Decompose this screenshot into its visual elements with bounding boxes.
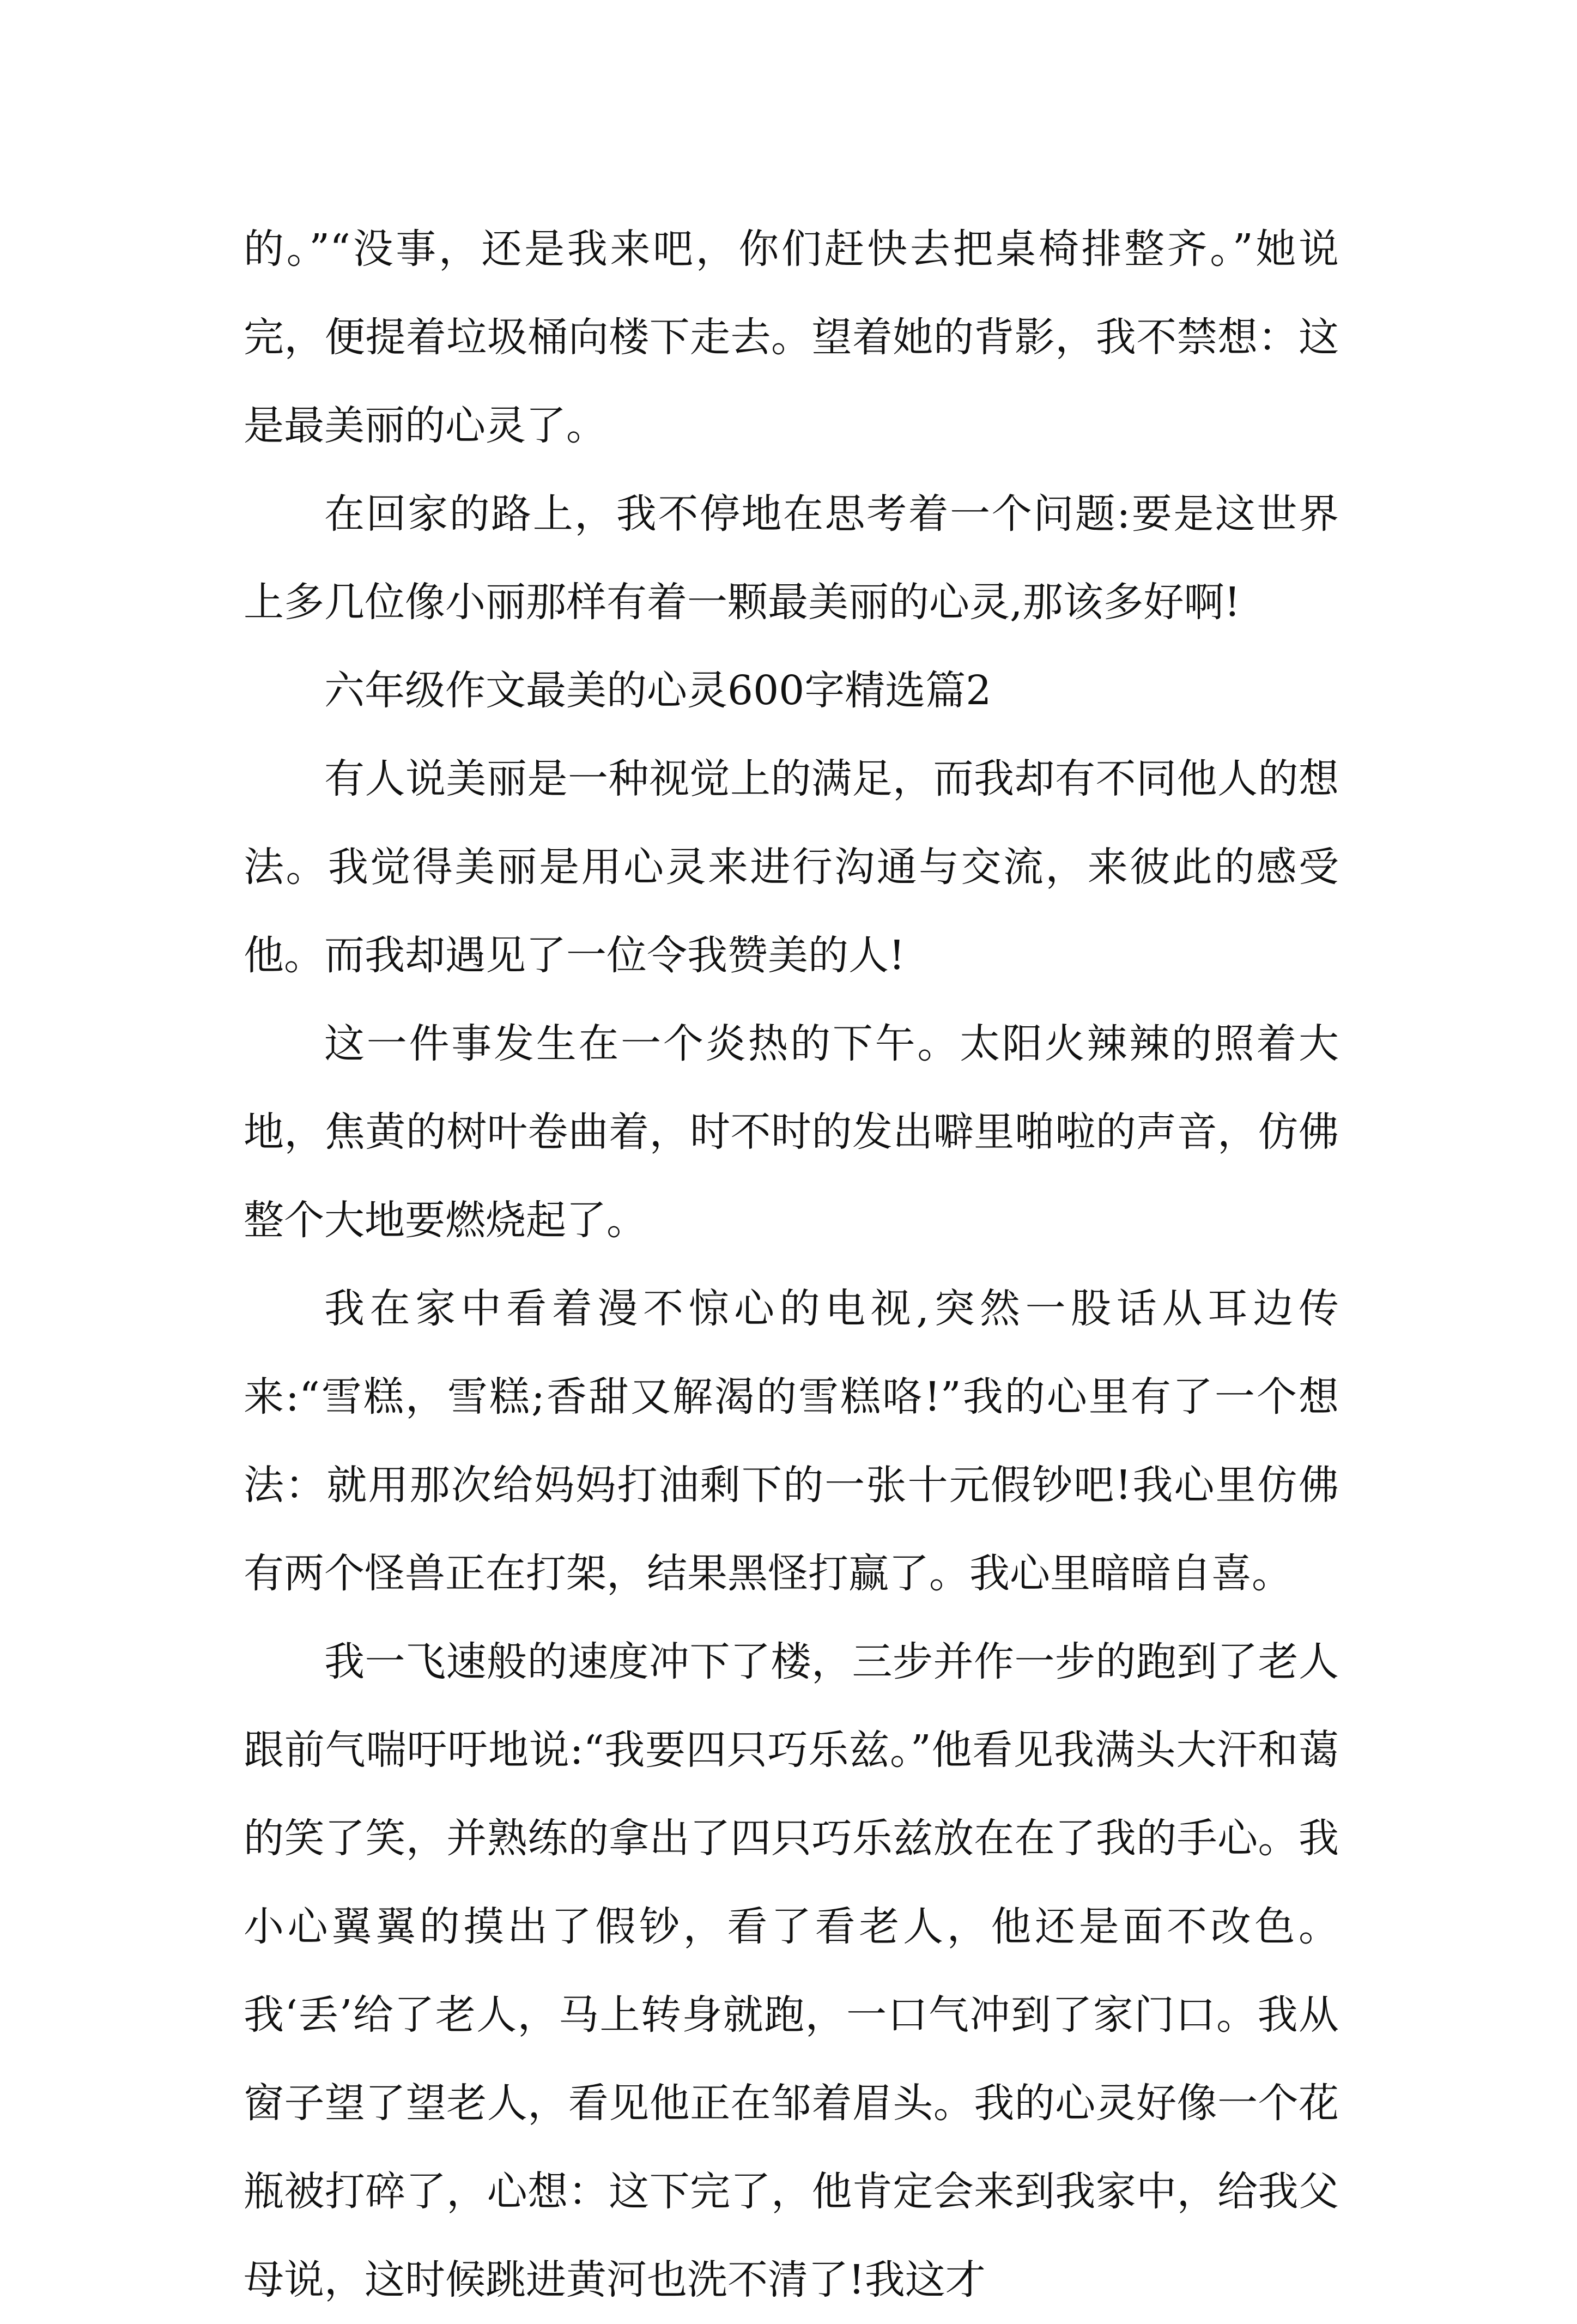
paragraph: 在回家的路上，我不停地在思考着一个问题:要是这世界上多几位像小丽那样有着一颗最美丽的心灵,那该多好啊! [244,491,1339,626]
paragraph: 有人说美丽是一种视觉上的满足，而我却有不同他人的想法。我觉得美丽是用心灵来进行沟通与交流，来彼此的感受他。而我却遇见了一位令我赞美的人! [244,755,1339,979]
section-heading: 六年级作文最美的心灵600字精选篇2 [324,667,992,714]
paragraph: 我一飞速般的速度冲下了楼，三步并作一步的跑到了老人跟前气喘吁吁地说:“我要四只巧乐兹。”他看见我满头大汗和蔼的笑了笑，并熟练的拿出了四只巧乐兹放在在了我的手心。我小心翼翼的摸出了假钞，看了看老人，他还是面不改色。我‘丢’给了老人，马上转身就跑，一口气冲到了家门口。我从窗子望了望老人，看见他正在邹着眉头。我的心灵好像一个花瓶被打碎了，心想：这下完了，他肯定会来到我家中，给我父母说，这时候跳进黄河也洗不清了!我这才 [244,1638,1339,2303]
document-body [244,205,1339,2324]
paragraph: 我在家中看着漫不惊心的电视,突然一股话从耳边传来:“雪糕，雪糕;香甜又解渴的雪糕咯!”我的心里有了一个想法：就用那次给妈妈打油剩下的一张十元假钞吧!我心里仿佛有两个怪兽正在打架，结果黑怪打赢了。我心里暗暗自喜。 [244,1285,1339,1597]
paragraph-continued: 的。”“没事，还是我来吧，你们赶快去把桌椅排整齐。”她说完，便提着垃圾桶向楼下走去。望着她的背影，我不禁想：这是最美丽的心灵了。 [244,226,1339,449]
paragraph: 这一件事发生在一个炎热的下午。太阳火辣辣的照着大地，焦黄的树叶卷曲着，时不时的发出噼里啪啦的声音，仿佛整个大地要燃烧起了。 [244,1020,1339,1244]
